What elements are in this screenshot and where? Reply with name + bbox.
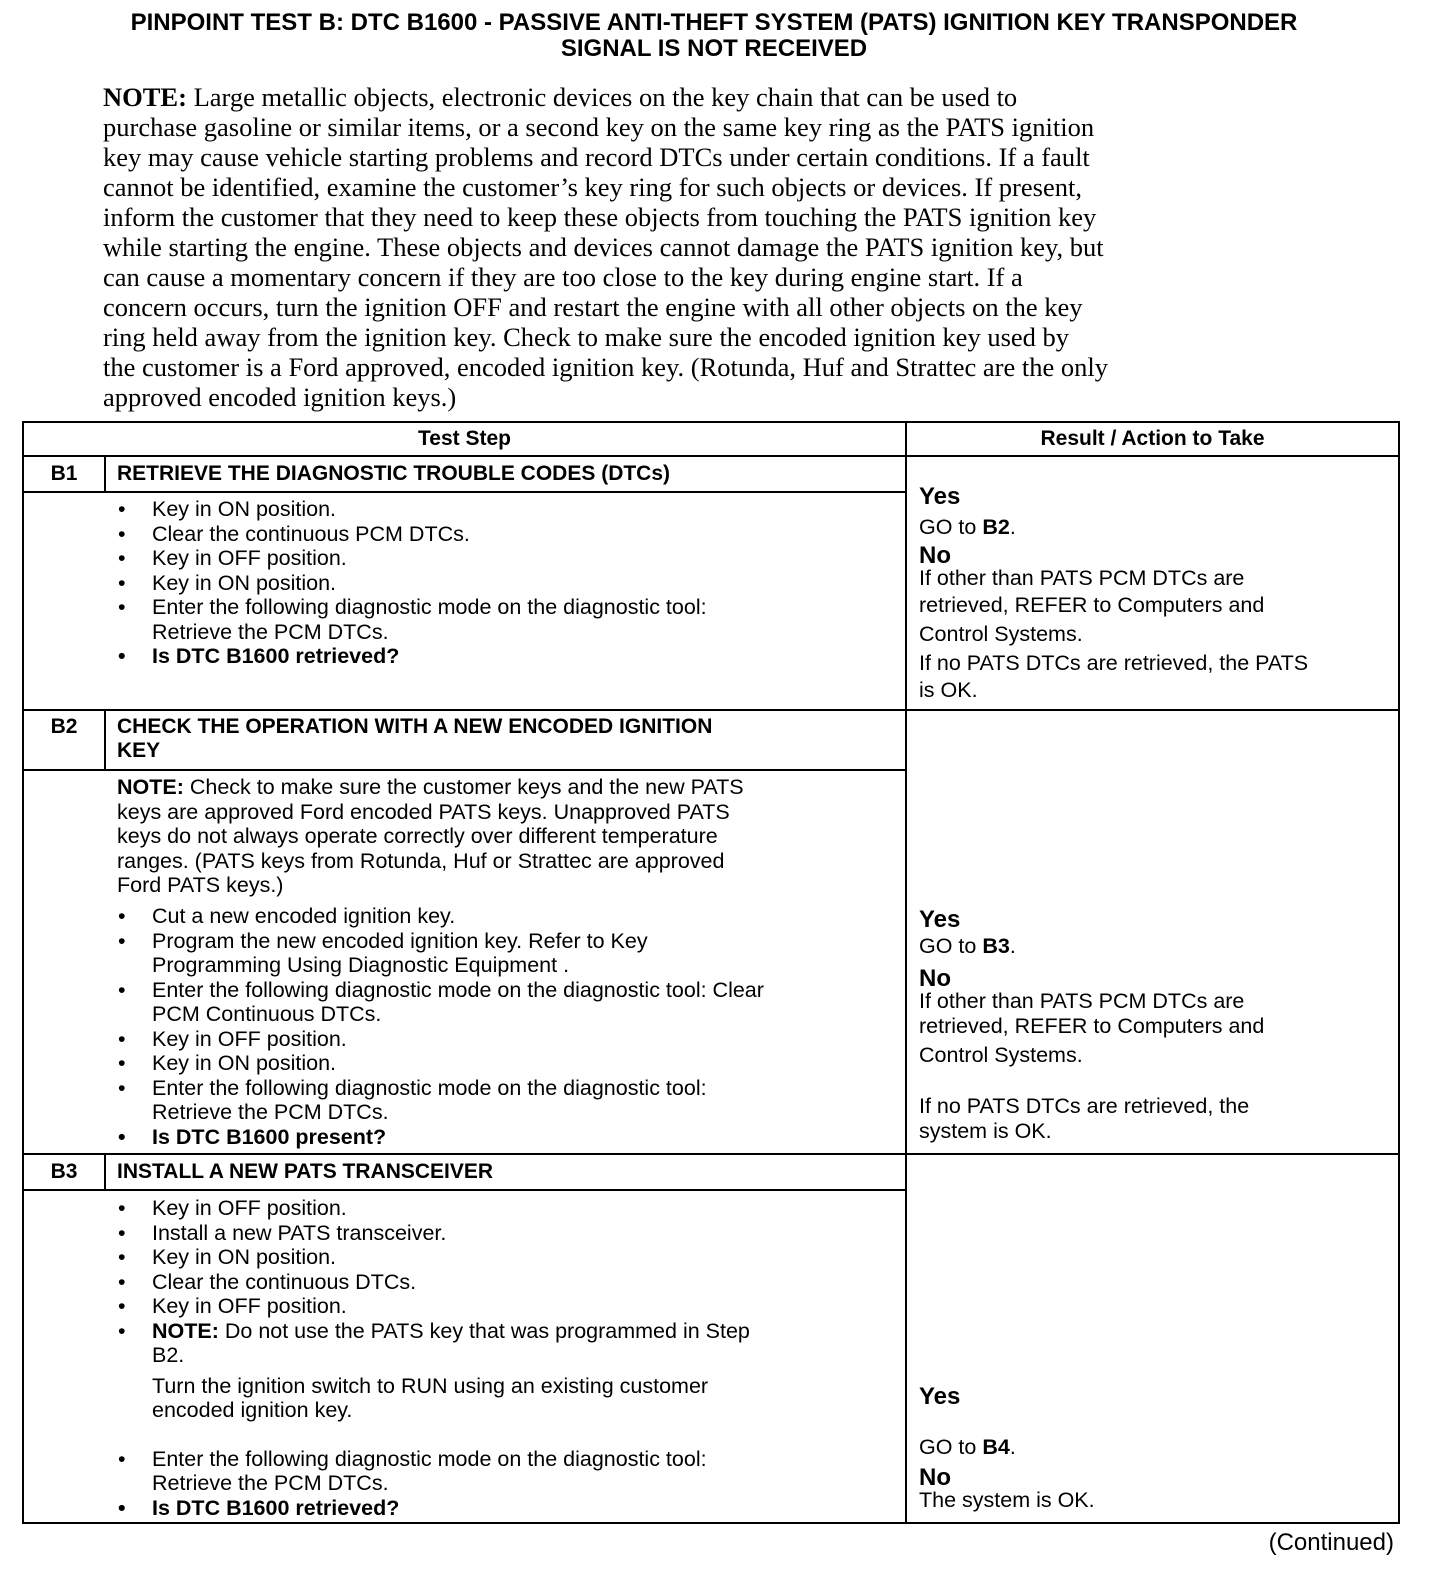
step-id-divider [104,1155,106,1189]
list-item: • Key in OFF position. [116,1027,764,1052]
page-title-line-1: PINPOINT TEST B: DTC B1600 - PASSIVE ANTI-THEFT SYSTEM (PATS) IGNITION KEY TRANSPONDER [130,9,1298,36]
step-title-b3: INSTALL A NEW PATS TRANSCEIVER [117,1160,494,1183]
result-yes-action: GO to B2. [919,515,1016,539]
result-b2 [919,906,1264,1144]
list-item-question: • Is DTC B1600 present? [116,1125,764,1150]
result-no-action: Control Systems. [919,1043,1083,1067]
intro-note-line: key may cause vehicle starting problems and record DTCs under certain conditions. If a fault [103,142,1090,172]
list-item: • Key in ON position. [116,1051,764,1076]
list-item: • Key in OFF position. [116,1294,750,1319]
list-item: • Cut a new encoded ignition key. [116,904,764,929]
column-divider [905,423,907,1522]
step-list-b2 [116,904,764,1149]
list-item-continuation: PCM Continuous DTCs. [152,1002,382,1026]
result-no-action: system is OK. [919,1119,1052,1143]
list-item: • Key in ON position. [116,571,707,596]
list-item-continuation: Retrieve the PCM DTCs. [152,1471,389,1495]
intro-note-line: while starting the engine. These objects and devices cannot damage the PATS ignition key, but [103,232,1104,262]
list-item: • Clear the continuous DTCs. [116,1270,750,1295]
intro-note-line: concern occurs, turn the ignition OFF and restart the engine with all other objects on the key [103,292,1083,322]
result-no-label: No [919,542,951,569]
list-item: • Key in OFF position. [116,546,707,571]
list-item: • Key in ON position. [116,1245,750,1270]
list-item: • Program the new encoded ignition key. Refer to Key [116,929,764,954]
pinpoint-test-table [22,421,1400,1524]
result-yes-action: GO to B3. [919,934,1016,958]
result-no-label: No [919,1464,951,1491]
step-id-b1: B1 [50,462,78,485]
result-no-action: is OK. [919,678,978,702]
result-no-action: If no PATS DTCs are retrieved, the [919,1094,1250,1118]
step-title-divider [24,769,905,771]
step-id-divider [104,457,106,491]
intro-note [103,82,1333,412]
step-list-b1 [116,497,707,669]
list-item-continuation: encoded ignition key. [152,1398,353,1422]
list-item: • Install a new PATS transceiver. [116,1221,750,1246]
list-item-question: • Is DTC B1600 retrieved? [116,1496,750,1521]
list-item: • Key in ON position. [116,497,707,522]
continued-label: (Continued) [1268,1529,1394,1556]
step-divider [24,709,1398,711]
list-item-continuation: Programming Using Diagnostic Equipment . [152,953,570,977]
intro-note-line: cannot be identified, examine the customer’s key ring for such objects or devices. If present, [103,172,1082,202]
intro-note-line: can cause a momentary concern if they are too close to the key during engine start. If a [103,262,1023,292]
list-item-continuation: Retrieve the PCM DTCs. [152,619,389,644]
list-item: • NOTE: Do not use the PATS key that was programmed in Step [116,1319,750,1344]
result-yes-label: Yes [919,483,961,510]
result-b1 [919,483,1308,703]
step-id-b3: B3 [50,1160,78,1183]
result-yes-label: Yes [919,906,961,933]
list-item: • Enter the following diagnostic mode on the diagnostic tool: Clear [116,978,764,1003]
note-label: NOTE: [152,1318,219,1343]
intro-note-line: inform the customer that they need to keep these objects from touching the PATS ignition key [103,202,1097,232]
result-no-action: retrieved, REFER to Computers and [919,593,1265,617]
intro-note-line: NOTE: Large metallic objects, electronic devices on the key chain that can be used to [103,82,1018,112]
step-divider [24,1153,1398,1155]
list-item: • Key in OFF position. [116,1196,750,1221]
step-id-divider [104,711,106,769]
header-test-step: Test Step [418,427,511,450]
intro-note-line: ring held away from the ignition key. Check to make sure the encoded ignition key used by [103,322,1070,352]
header-divider [24,455,1398,457]
intro-note-line: the customer is a Ford approved, encoded ignition key. (Rotunda, Huf and Strattec are the only [103,352,1109,382]
step-note-b2: NOTE: Check to make sure the customer keys and the new PATS keys are approved Ford encoded PATS keys. Unapproved PATS keys do not always operate correctly over different temperature ranges. (PATS keys from Rotunda, Huf or Strattec are approved Ford PATS keys.) [117,775,744,897]
intro-note-line: purchase gasoline or similar items, or a second key on the same key ring as the PATS ignition [103,112,1095,142]
result-no-action: If no PATS DTCs are retrieved, the PATS [919,651,1309,675]
result-no-action: The system is OK. [919,1488,1095,1512]
result-b3 [919,1383,1095,1513]
step-title-b2: CHECK THE OPERATION WITH A NEW ENCODED IGNITION KEY [117,715,713,762]
list-item-continuation: Retrieve the PCM DTCs. [152,1100,389,1124]
page-title-line-2: SIGNAL IS NOT RECEIVED [560,35,868,62]
result-no-action: If other than PATS PCM DTCs are [919,566,1245,590]
step-title-divider [24,1189,905,1191]
list-item-continuation: B2. [152,1343,185,1367]
result-no-label: No [919,965,951,992]
header-result: Result / Action to Take [1040,427,1265,450]
step-id-b2: B2 [50,715,78,738]
result-no-action: retrieved, REFER to Computers and [919,1014,1265,1038]
step-title-divider [24,491,905,493]
list-item: • Clear the continuous PCM DTCs. [116,522,707,547]
list-item-continuation: Turn the ignition switch to RUN using an existing customer [152,1373,709,1398]
step-list-b3 [116,1196,750,1520]
list-item: • Enter the following diagnostic mode on the diagnostic tool: [116,1076,764,1101]
step-title-b1: RETRIEVE THE DIAGNOSTIC TROUBLE CODES (DTCs) [117,462,671,485]
page-title [22,10,1406,62]
list-item: • Enter the following diagnostic mode on the diagnostic tool: [116,1447,750,1472]
result-no-action: Control Systems. [919,622,1083,646]
intro-note-line: approved encoded ignition keys.) [103,382,457,412]
result-no-action: If other than PATS PCM DTCs are [919,989,1245,1013]
result-yes-action: GO to B4. [919,1435,1016,1459]
note-label: NOTE: [103,82,187,112]
list-item: • Enter the following diagnostic mode on the diagnostic tool: [116,595,707,620]
note-label: NOTE: [117,775,184,799]
list-item-question: • Is DTC B1600 retrieved? [116,644,707,669]
result-yes-label: Yes [919,1383,961,1410]
